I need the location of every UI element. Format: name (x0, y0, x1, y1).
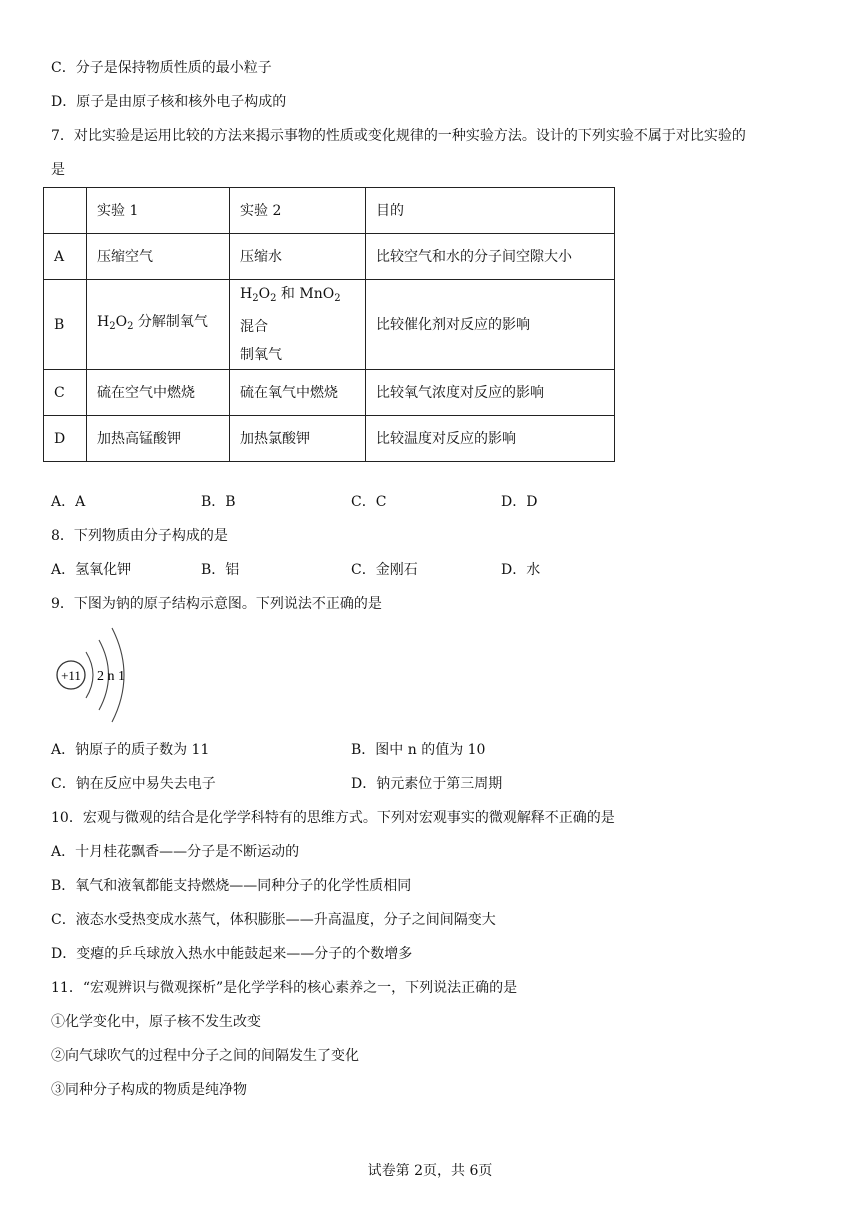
table-header-cell: 目的 (366, 188, 615, 234)
cell-exp1: $H_2O_2$ 分解制氧气 (87, 280, 230, 370)
q11-statement-3: ③同种分子构成的物质是纯净物 (51, 1082, 247, 1098)
cell-exp2: 加热氯酸钾 (230, 416, 366, 462)
cell-exp2: $H_2O_2$ 和 MnO$_2$ 混合 制氧气 (230, 280, 366, 370)
cell-aim: 比较温度对反应的影响 (366, 416, 615, 462)
q6-option-c: C．分子是保持物质性质的最小粒子 (51, 60, 272, 76)
nucleus-charge: +11 (61, 668, 81, 683)
option-b: B．铝 (201, 562, 240, 578)
option-c: C．金刚石 (351, 562, 418, 578)
table-header-cell: 实验 1 (87, 188, 230, 234)
q7-stem-line1: 7．对比实验是运用比较的方法来揭示事物的性质或变化规律的一种实验方法。设计的下列实验不属于对比实验的 (51, 128, 746, 144)
option-a: A．钠原子的质子数为 11 (51, 742, 210, 758)
row-label: D (44, 416, 87, 462)
cell-aim: 比较氧气浓度对反应的影响 (366, 370, 615, 416)
cell-exp2: 硫在氧气中燃烧 (230, 370, 366, 416)
q8-options (51, 560, 811, 580)
q6-option-d: D．原子是由原子核和核外电子构成的 (51, 94, 287, 110)
option-c: C．C (351, 494, 387, 510)
table-header-row (44, 188, 615, 234)
q9-stem: 9．下图为钠的原子结构示意图。下列说法不正确的是 (51, 596, 382, 612)
option-d: D．D (501, 494, 538, 510)
q10-option-a: A．十月桂花飘香——分子是不断运动的 (51, 844, 300, 860)
q10-stem: 10．宏观与微观的结合是化学学科特有的思维方式。下列对宏观事实的微观解释不正确的是 (51, 810, 615, 826)
electron-shell-arc (86, 652, 93, 698)
cell-aim: 比较空气和水的分子间空隙大小 (366, 234, 615, 280)
q10-option-c: C．液态水受热变成水蒸气，体积膨胀——升高温度，分子之间间隔变大 (51, 912, 496, 928)
cell-aim: 比较催化剂对反应的影响 (366, 280, 615, 370)
page-footer: 试卷第 2页，共 6页 (367, 1163, 493, 1179)
q9-options-row2 (51, 774, 811, 794)
option-d: D．水 (501, 562, 541, 578)
q10-option-d: D．变瘪的乒乓球放入热水中能鼓起来——分子的个数增多 (51, 946, 413, 962)
q7-stem-line2: 是 (51, 162, 65, 178)
row-label: A (44, 234, 87, 280)
cell-exp1: 压缩空气 (87, 234, 230, 280)
q11-stem: 11．“宏观辨识与微观探析”是化学学科的核心素养之一，下列说法正确的是 (51, 980, 518, 996)
q7-experiment-table (43, 187, 615, 462)
table-row (44, 370, 615, 416)
table-header-cell (44, 188, 87, 234)
option-a: A．A (51, 494, 86, 510)
option-c: C．钠在反应中易失去电子 (51, 776, 216, 792)
table-row (44, 280, 615, 370)
option-d: D．钠元素位于第三周期 (351, 776, 503, 792)
option-b: B．B (201, 494, 236, 510)
q8-stem: 8．下列物质由分子构成的是 (51, 528, 228, 544)
table-header-cell: 实验 2 (230, 188, 366, 234)
cell-exp2: 压缩水 (230, 234, 366, 280)
q10-option-b: B．氧气和液氧都能支持燃烧——同种分子的化学性质相同 (51, 878, 412, 894)
q11-statement-1: ①化学变化中，原子核不发生改变 (51, 1014, 261, 1030)
electron-counts: 2 n 1 (97, 669, 125, 684)
q9-options-row1 (51, 740, 811, 760)
row-label: B (44, 280, 87, 370)
option-a: A．氢氧化钾 (51, 562, 132, 578)
table-row (44, 416, 615, 462)
sodium-atom-structure-diagram (52, 622, 142, 728)
table-row (44, 234, 615, 280)
cell-exp1: 加热高锰酸钾 (87, 416, 230, 462)
cell-exp1: 硫在空气中燃烧 (87, 370, 230, 416)
q11-statement-2: ②向气球吹气的过程中分子之间的间隔发生了变化 (51, 1048, 359, 1064)
option-b: B．图中 n 的值为 10 (351, 742, 486, 758)
row-label: C (44, 370, 87, 416)
q7-options (51, 492, 811, 512)
